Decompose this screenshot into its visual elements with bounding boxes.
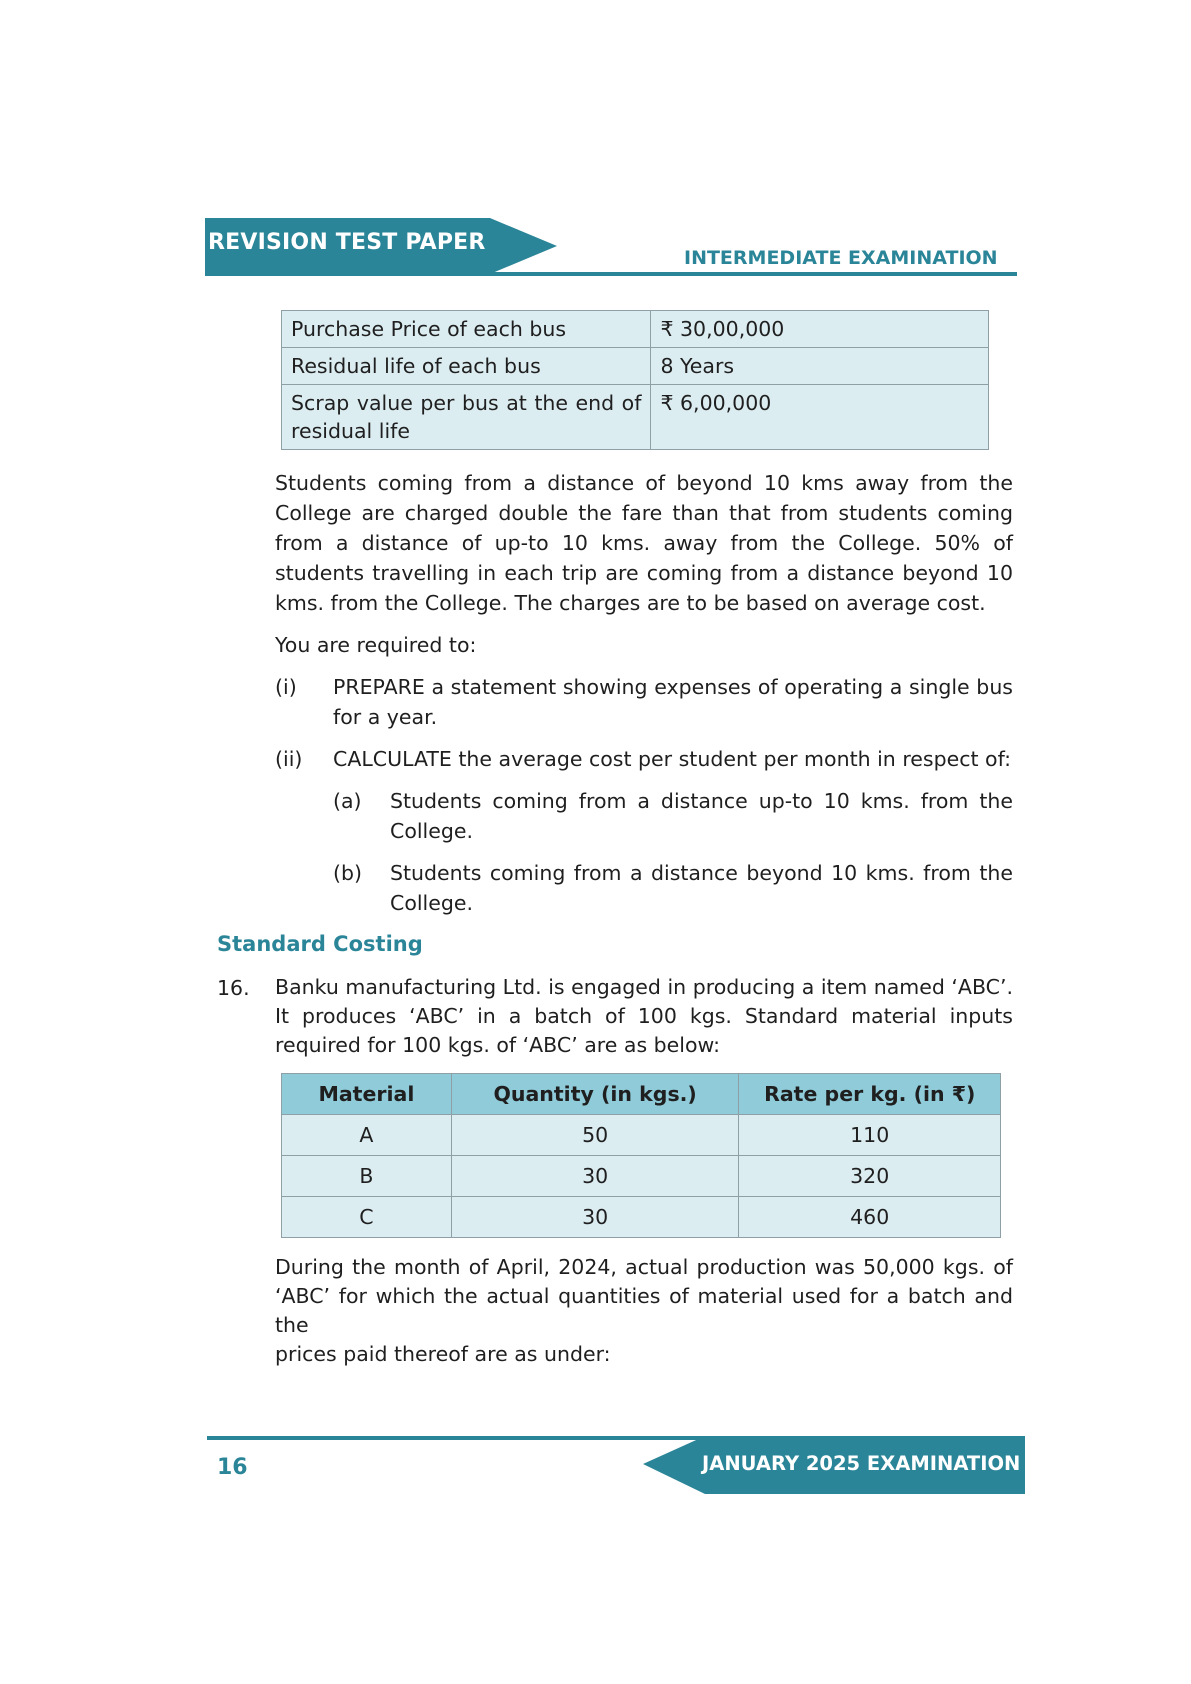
table-row [282, 348, 989, 385]
table-cell: C [282, 1197, 452, 1238]
paragraph-line: College are charged double the fare than that from students coming [275, 501, 1013, 525]
bus-details-table [281, 310, 989, 450]
actual-production-paragraph [275, 1253, 1013, 1369]
item-b-line1: Students coming from a distance beyond 10 kms. from the [390, 861, 1013, 885]
column-header: Quantity (in kgs.) [451, 1074, 739, 1115]
bus-purchase-price-value: ₹ 30,00,000 [651, 311, 989, 348]
item-b-line2: College. [390, 891, 474, 915]
column-header: Rate per kg. (in ₹) [739, 1074, 1001, 1115]
table-cell: 30 [451, 1197, 739, 1238]
table-cell: 30 [451, 1156, 739, 1197]
item-b-marker: (b) [333, 861, 363, 885]
question-16-text [275, 973, 1013, 1060]
item-b-text [390, 858, 1013, 918]
table-row [282, 1115, 1001, 1156]
item-a-text [390, 786, 1013, 846]
table-row [282, 1197, 1001, 1238]
paragraph-line: from a distance of up-to 10 kms. away from the College. 50% of [275, 531, 1013, 555]
item-a-line1: Students coming from a distance up-to 10 kms. from the [390, 789, 1013, 813]
page-number: 16 [217, 1455, 248, 1480]
table-cell: 320 [739, 1156, 1001, 1197]
paragraph-line: During the month of April, 2024, actual production was 50,000 kgs. of [275, 1255, 1013, 1279]
item-a-marker: (a) [333, 789, 362, 813]
item-ii-text: CALCULATE the average cost per student per month in respect of: [333, 747, 1011, 771]
section-heading: Standard Costing [217, 932, 423, 956]
paragraph-line: students travelling in each trip are coming from a distance beyond 10 [275, 561, 1013, 585]
item-i-marker: (i) [275, 675, 297, 699]
bus-scrap-value-value: ₹ 6,00,000 [651, 385, 989, 450]
bus-scrap-value-label-line1: Scrap value per bus at the end of [291, 391, 642, 415]
required-intro: You are required to: [275, 633, 477, 657]
header-exam-name: INTERMEDIATE EXAMINATION [684, 247, 998, 269]
question-line: required for 100 kgs. of ‘ABC’ are as below: [275, 1033, 721, 1057]
table-row [282, 385, 989, 450]
table-cell: B [282, 1156, 452, 1197]
paragraph-line: Students coming from a distance of beyond 10 kms away from the [275, 471, 1013, 495]
bus-scrap-value-label-cell [282, 385, 651, 450]
table-cell: 110 [739, 1115, 1001, 1156]
bus-purchase-price-label: Purchase Price of each bus [282, 311, 651, 348]
item-a-line2: College. [390, 819, 474, 843]
paragraph-line: kms. from the College. The charges are to be based on average cost. [275, 591, 986, 615]
item-i-line1: PREPARE a statement showing expenses of operating a single bus [333, 675, 1013, 699]
item-ii-marker: (ii) [275, 747, 303, 771]
table-cell: 460 [739, 1197, 1001, 1238]
bus-scrap-value-label-line2: residual life [291, 419, 410, 443]
paragraph-line: prices paid thereof are as under: [275, 1342, 611, 1366]
question-number: 16. [217, 976, 250, 1000]
item-i-text [333, 672, 1013, 732]
paragraph-line: ‘ABC’ for which the actual quantities of material used for a batch and the [275, 1284, 1013, 1337]
item-i-line2: for a year. [333, 705, 438, 729]
table-cell: A [282, 1115, 452, 1156]
bus-residual-life-value: 8 Years [651, 348, 989, 385]
footer-exam-name: JANUARY 2025 EXAMINATION [702, 1452, 1021, 1475]
question-line: It produces ‘ABC’ in a batch of 100 kgs. Standard material inputs [275, 1004, 1013, 1028]
table-header-row [282, 1074, 1001, 1115]
bus-residual-life-label: Residual life of each bus [282, 348, 651, 385]
material-standard-table [281, 1073, 1001, 1238]
header-title: REVISION TEST PAPER [208, 230, 486, 255]
table-row [282, 1156, 1001, 1197]
column-header: Material [282, 1074, 452, 1115]
fare-paragraph [275, 468, 1013, 618]
table-row [282, 311, 989, 348]
table-cell: 50 [451, 1115, 739, 1156]
question-line: Banku manufacturing Ltd. is engaged in producing a item named ‘ABC’. [275, 975, 1013, 999]
